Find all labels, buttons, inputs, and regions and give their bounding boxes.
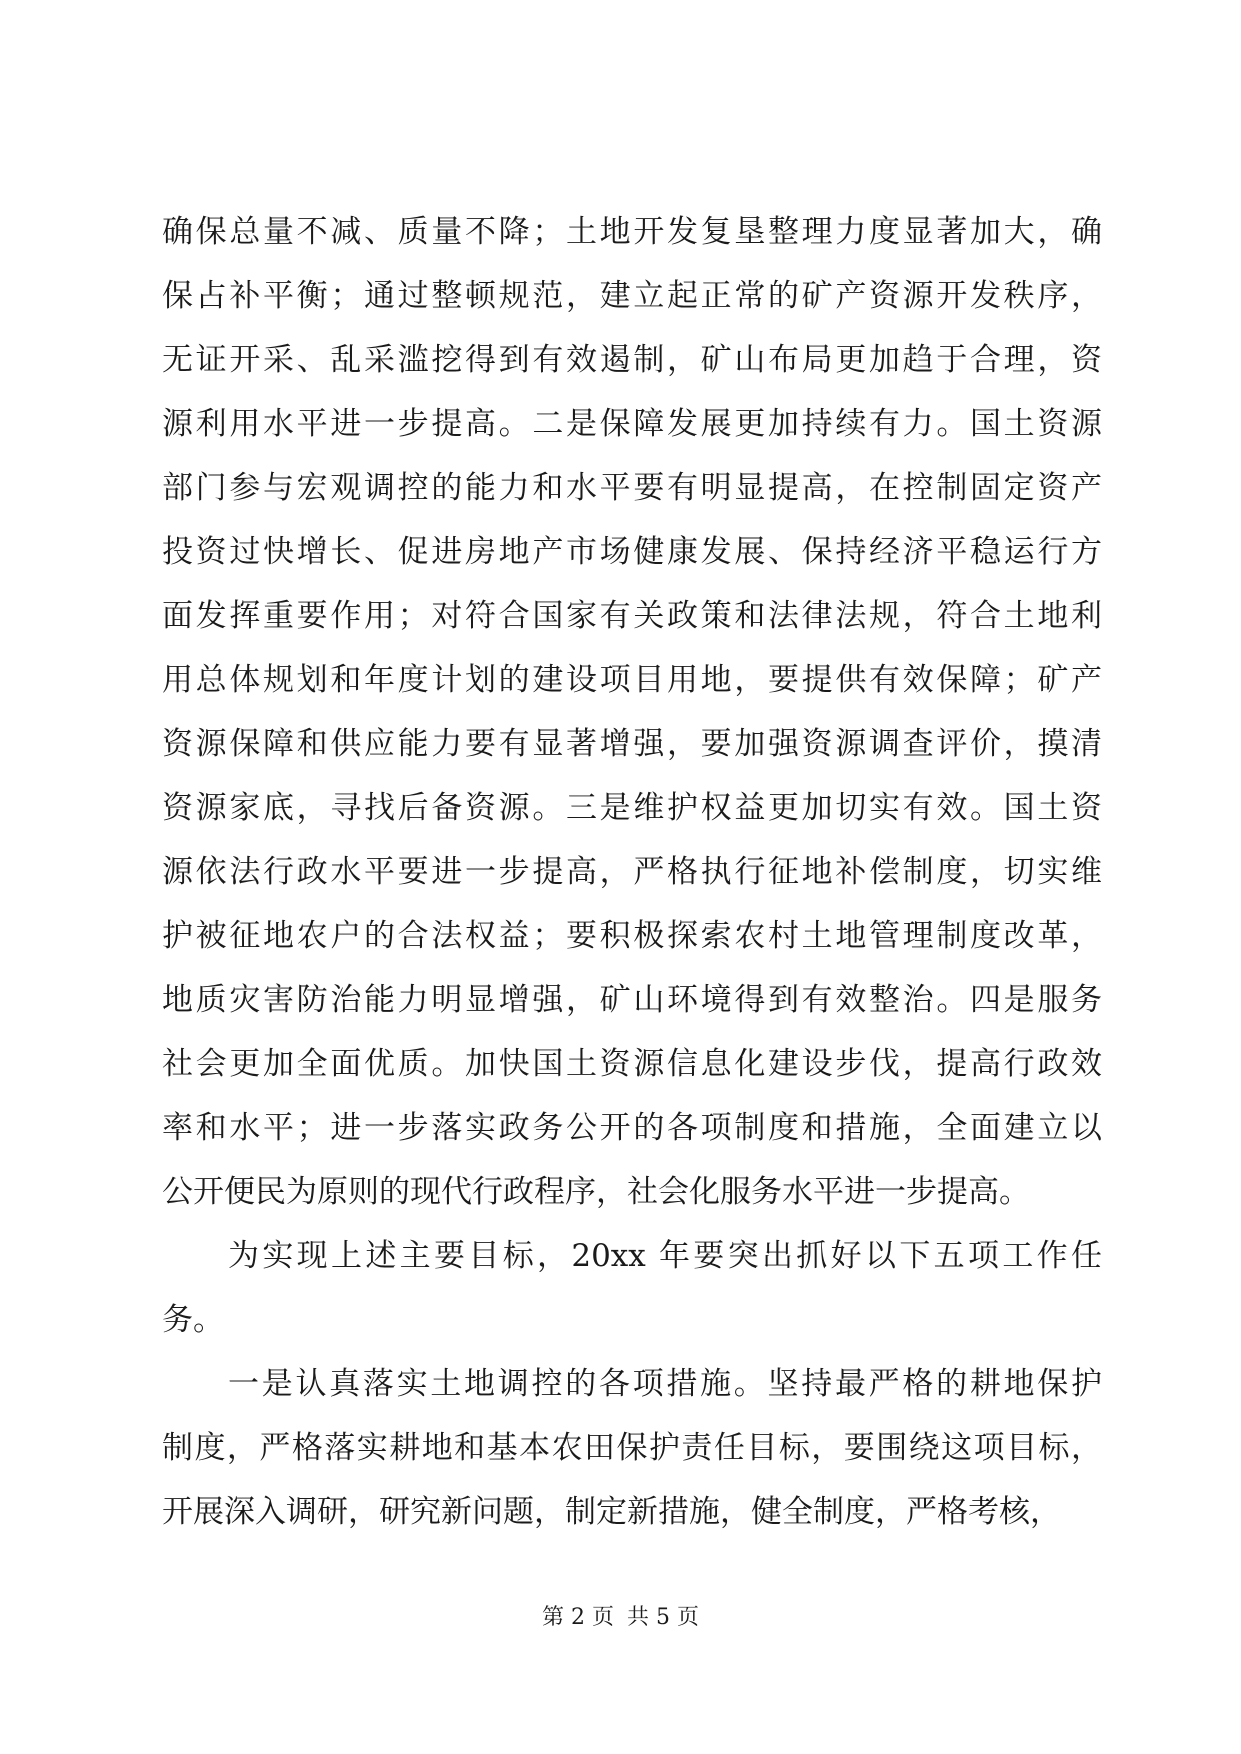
text-line: 公开便民为原则的现代行政程序，社会化服务水平进一步提高。 [162, 1174, 1030, 1210]
text-line: 制度，严格落实耕地和基本农田保护责任目标，要围绕这项目标， [162, 1430, 1102, 1466]
text-line: 确保总量不减、质量不降；土地开发复垦整理力度显著加大，确 [162, 214, 1102, 250]
text-line: 务。 [162, 1302, 224, 1338]
text-line: 率和水平；进一步落实政务公开的各项制度和措施，全面建立以 [162, 1110, 1102, 1146]
text-line: 护被征地农户的合法权益；要积极探索农村土地管理制度改革， [162, 918, 1102, 954]
text-line: 为实现上述主要目标，20xx 年要突出抓好以下五项工作任 [228, 1238, 1102, 1274]
page-total: 共 5 页 [627, 1605, 699, 1630]
text-line: 地质灾害防治能力明显增强，矿山环境得到有效整治。四是服务 [162, 982, 1102, 1018]
text-line: 无证开采、乱采滥挖得到有效遏制，矿山布局更加趋于合理，资 [162, 342, 1102, 378]
text-line: 开展深入调研，研究新问题，制定新措施，健全制度，严格考核， [162, 1494, 1061, 1530]
text-line: 保占补平衡；通过整顿规范，建立起正常的矿产资源开发秩序， [162, 278, 1102, 314]
document-body [162, 200, 1102, 1544]
text-line: 面发挥重要作用；对符合国家有关政策和法律法规，符合土地利 [162, 598, 1102, 634]
text-line: 社会更加全面优质。加快国土资源信息化建设步伐，提高行政效 [162, 1046, 1102, 1082]
paragraph [162, 1352, 1102, 1544]
page-number: 第 2 页 [542, 1605, 614, 1630]
paragraph [162, 1224, 1102, 1352]
paragraph [162, 200, 1102, 1224]
text-line: 部门参与宏观调控的能力和水平要有明显提高，在控制固定资产 [162, 470, 1102, 506]
text-line: 资源家底，寻找后备资源。三是维护权益更加切实有效。国土资 [162, 790, 1102, 826]
text-line: 投资过快增长、促进房地产市场健康发展、保持经济平稳运行方 [162, 534, 1102, 570]
text-line: 用总体规划和年度计划的建设项目用地，要提供有效保障；矿产 [162, 662, 1102, 698]
text-line: 资源保障和供应能力要有显著增强，要加强资源调查评价，摸清 [162, 726, 1102, 762]
page-footer [0, 1603, 1241, 1633]
text-line: 源利用水平进一步提高。二是保障发展更加持续有力。国土资源 [162, 406, 1102, 442]
text-line: 源依法行政水平要进一步提高，严格执行征地补偿制度，切实维 [162, 854, 1102, 890]
text-line: 一是认真落实土地调控的各项措施。坚持最严格的耕地保护 [228, 1366, 1102, 1402]
